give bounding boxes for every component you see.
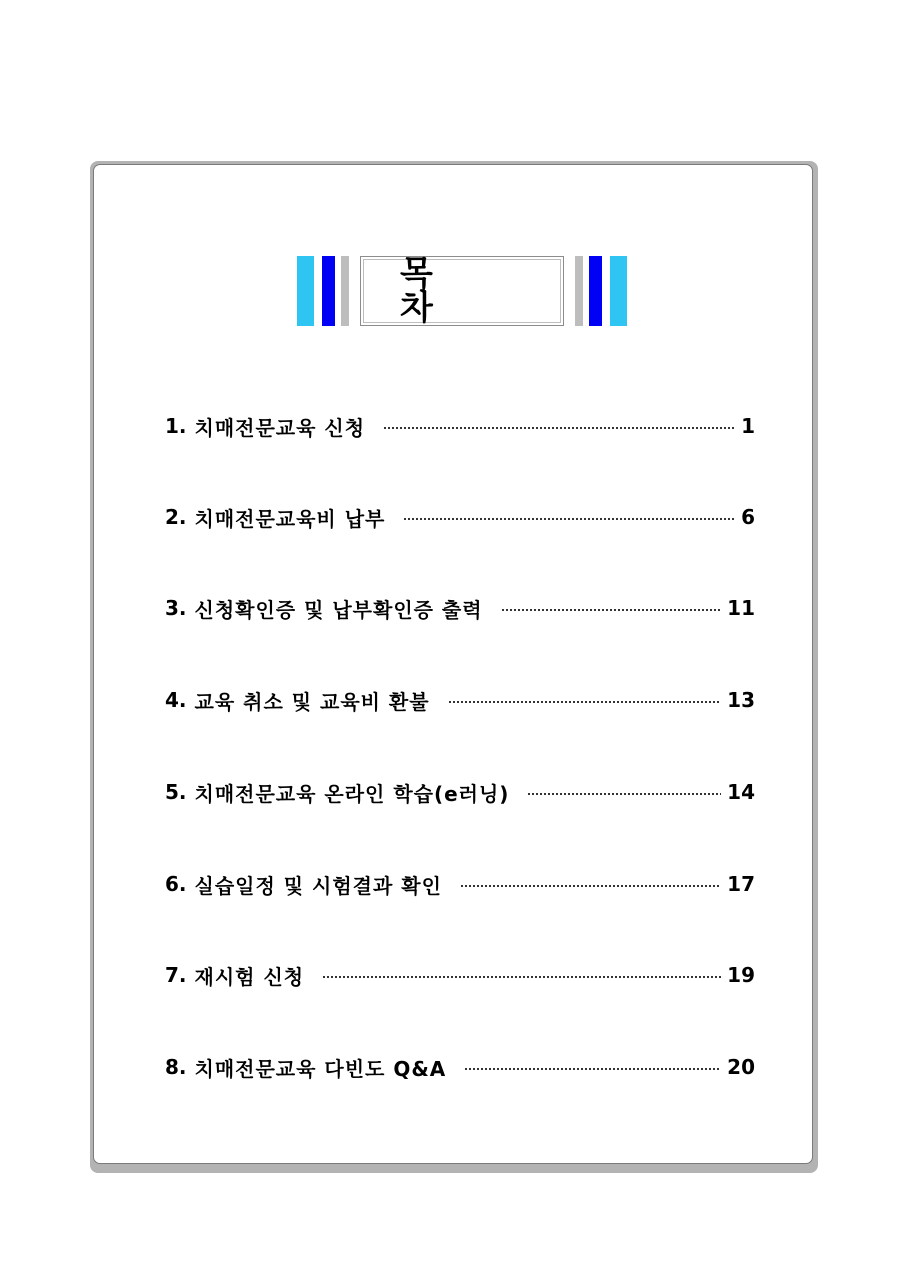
- title-bar-blue-right: [589, 256, 602, 326]
- toc-item-number: 7.: [165, 963, 187, 987]
- toc-item[interactable]: [165, 406, 755, 446]
- toc-item[interactable]: [165, 497, 755, 537]
- toc-item-label: 재시험 신청: [194, 964, 305, 989]
- toc-leader-dots: [322, 976, 721, 978]
- toc-item-page: 19: [727, 963, 755, 987]
- toc-item-label: 치매전문교육비 납부: [194, 506, 386, 531]
- toc-item-number: 8.: [165, 1055, 187, 1079]
- toc-item[interactable]: [165, 864, 755, 904]
- toc-item-number: 6.: [165, 872, 187, 896]
- toc-item-number: 3.: [165, 596, 187, 620]
- toc-item-page: 1: [741, 414, 755, 438]
- page-title: 목 차: [400, 254, 469, 328]
- toc-leader-dots: [501, 609, 722, 611]
- toc-item[interactable]: [165, 955, 755, 995]
- toc-item-label: 실습일정 및 시험결과 확인: [194, 873, 442, 898]
- title-bar-light-blue-right: [610, 256, 627, 326]
- toc-item-number: 4.: [165, 688, 187, 712]
- toc-item-label: 교육 취소 및 교육비 환불: [194, 689, 430, 714]
- toc-item-label: 신청확인증 및 납부확인증 출력: [194, 597, 483, 622]
- toc-leader-dots: [448, 701, 722, 703]
- toc-item-number: 1.: [165, 414, 187, 438]
- toc-item[interactable]: [165, 588, 755, 628]
- toc-item-page: 14: [727, 780, 755, 804]
- toc-leader-dots: [383, 427, 735, 429]
- title-banner: [297, 256, 627, 326]
- toc-item[interactable]: [165, 1047, 755, 1087]
- toc-item-page: 6: [741, 505, 755, 529]
- toc-item-page: 17: [727, 872, 755, 896]
- toc-item-label: 치매전문교육 신청: [194, 415, 366, 440]
- title-bar-light-blue-left: [297, 256, 314, 326]
- toc-item-number: 2.: [165, 505, 187, 529]
- toc-item-label: 치매전문교육 온라인 학습(e러닝): [194, 781, 510, 806]
- title-box: [360, 256, 564, 326]
- toc-item-page: 11: [727, 596, 755, 620]
- title-bar-gray-right: [575, 256, 583, 326]
- toc-leader-dots: [460, 885, 721, 887]
- title-bar-gray-left: [341, 256, 349, 326]
- toc-item-number: 5.: [165, 780, 187, 804]
- toc-leader-dots: [464, 1068, 721, 1070]
- toc-item[interactable]: [165, 680, 755, 720]
- toc-leader-dots: [403, 518, 735, 520]
- toc-item-label: 치매전문교육 다빈도 Q&A: [194, 1056, 447, 1081]
- toc-leader-dots: [527, 793, 721, 795]
- title-bar-blue-left: [322, 256, 335, 326]
- toc-item[interactable]: [165, 772, 755, 812]
- toc-item-page: 13: [727, 688, 755, 712]
- toc-item-page: 20: [727, 1055, 755, 1079]
